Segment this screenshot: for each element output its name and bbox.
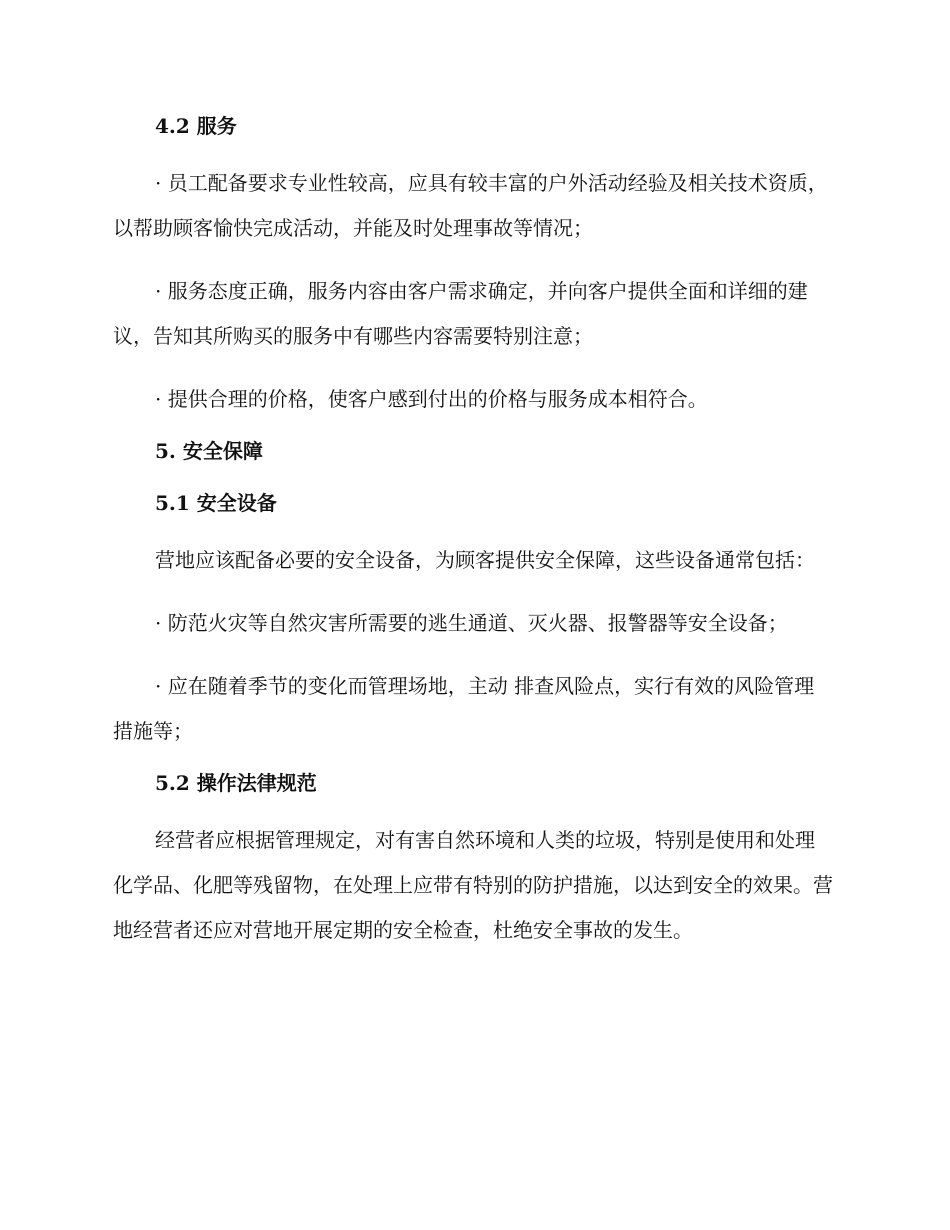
document-body — [113, 109, 833, 953]
paragraph-risk-management: · 应在随着季节的变化而管理场地，主动 排查风险点，实行有效的风险管理措施等； — [113, 674, 815, 743]
paragraph-safety-equipment-intro: 营地应该配备必要的安全设备，为顾客提供安全保障，这些设备通常包括： — [155, 548, 815, 572]
paragraph-service-attitude: · 服务态度正确，服务内容由客户需求确定，并向客户提供全面和详细的建议，告知其所购买的服务中有哪些内容需要特别注意； — [113, 279, 808, 348]
section-heading-4-2: 4.2 服务 — [155, 114, 237, 138]
section-heading-5-1: 5.1 安全设备 — [155, 491, 277, 515]
paragraph-pricing: · 提供合理的价格，使客户感到付出的价格与服务成本相符合。 — [155, 387, 708, 411]
paragraph-fire-safety: · 防范火灾等自然灾害所需要的逃生通道、灭火器、报警器等安全设备； — [155, 611, 788, 635]
paragraph-legal-compliance: 经营者应根据管理规定，对有害自然环境和人类的垃圾，特别是使用和处理化学品、化肥等残留物，在处理上应带有特别的防护措施，以达到安全的效果。营地经营者还应对营地开展定期的安全检查，杜绝安全事故的发生。 — [113, 828, 833, 942]
section-heading-5-2: 5.2 操作法律规范 — [155, 771, 317, 795]
paragraph-staff-requirements: · 员工配备要求专业性较高，应具有较丰富的户外活动经验及相关技术资质，以帮助顾客愉快完成活动，并能及时处理事故等情况； — [113, 171, 828, 240]
section-heading-5: 5. 安全保障 — [155, 439, 263, 463]
